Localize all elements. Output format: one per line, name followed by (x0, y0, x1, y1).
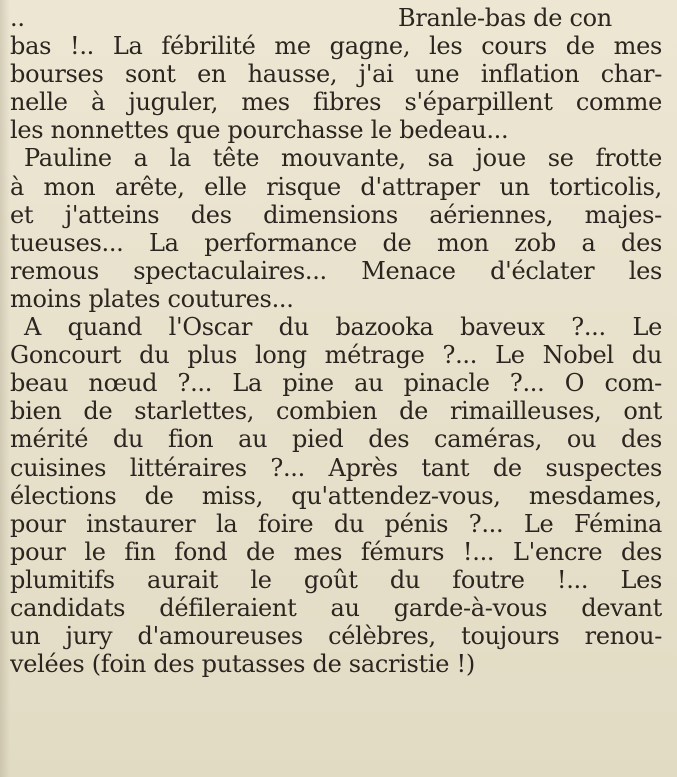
page-text (10, 4, 662, 678)
text-line: velées (foin des putasses de sacristie !) (10, 650, 475, 679)
text-line: A quand l'Oscar du bazooka baveux ?... Le (24, 313, 662, 342)
text-line: candidats défileraient au garde-à-vous devant (10, 593, 662, 622)
line-lead: .. (10, 4, 25, 32)
text-line: mérité du fion au pied des caméras, ou des (10, 425, 662, 454)
text-line: bourses sont en hausse, j'ai une inflation char- (10, 60, 662, 89)
text-line: à mon arête, elle risque d'attraper un torticolis, (10, 172, 662, 201)
text-line: pour le fin fond de mes fémurs !... L'encre des (10, 537, 662, 566)
text-line: moins plates coutures... (10, 284, 294, 313)
text-line: beau nœud ?... La pine au pinacle ?... O com- (10, 369, 662, 398)
text-line: et j'atteins des dimensions aériennes, majes- (10, 200, 662, 229)
text-line: bien de starlettes, combien de rimailleuses, ont (10, 397, 662, 426)
text-line: les nonnettes que pourchasse le bedeau... (10, 116, 509, 145)
line-text: Branle-bas de con (398, 4, 612, 32)
text-line: pour instaurer la foire du pénis ?... Le Fémina (10, 509, 662, 538)
text-line: nelle à juguler, mes fibres s'éparpillent comme (10, 88, 662, 117)
text-line (10, 4, 662, 32)
page-edge-shadow (0, 0, 10, 777)
text-line: Goncourt du plus long métrage ?... Le Nobel du (10, 341, 662, 370)
text-line: un jury d'amoureuses célèbres, toujours renou- (10, 622, 662, 651)
text-line: plumitifs aurait le goût du foutre !... Les (10, 565, 662, 594)
text-line: cuisines littéraires ?... Après tant de suspectes (10, 453, 662, 482)
text-line: Pauline a la tête mouvante, sa joue se frotte (24, 144, 662, 173)
text-line: élections de miss, qu'attendez-vous, mesdames, (10, 481, 662, 510)
text-line: tueuses... La performance de mon zob a des (10, 228, 662, 257)
text-line: bas !.. La fébrilité me gagne, les cours de mes (10, 32, 662, 61)
text-line: remous spectaculaires... Menace d'éclater les (10, 256, 662, 285)
